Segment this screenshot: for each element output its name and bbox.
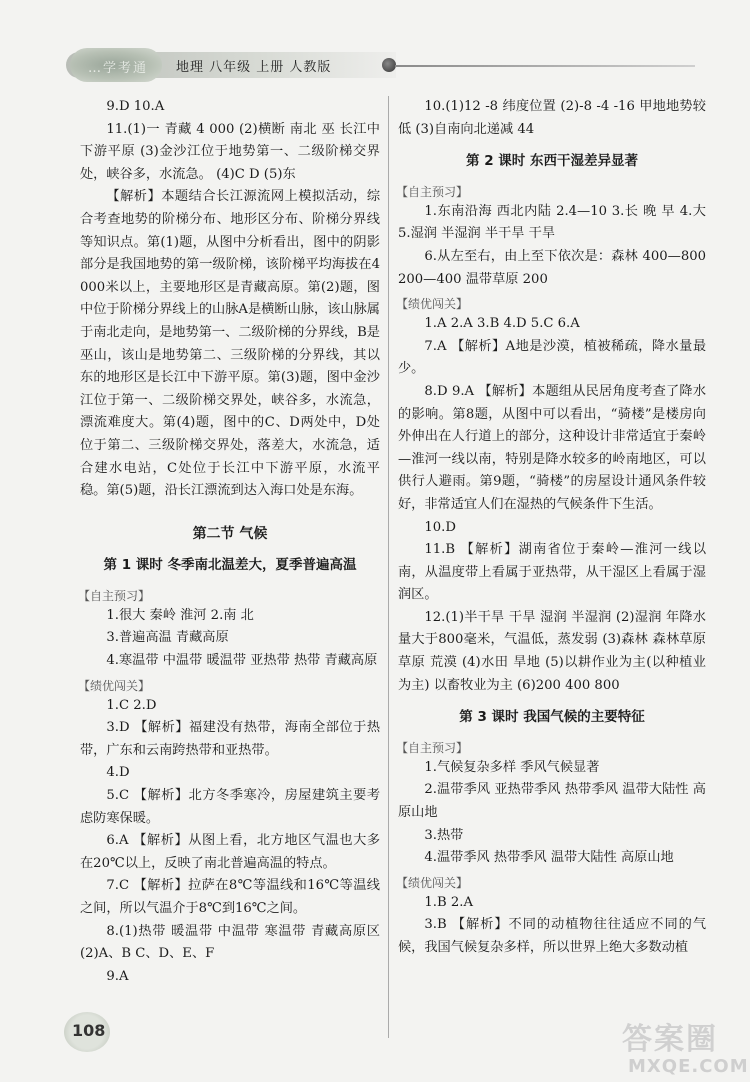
right-column: [398, 96, 706, 960]
answer-key: 3.B: [424, 917, 452, 933]
answer-line: 6.从左至右，由上至下依次是：森林 400—800 200—400 温带草原 200: [398, 248, 706, 287]
analysis-paragraph: [80, 186, 380, 502]
preview-tag: 【自主预习】: [78, 588, 151, 603]
lesson-title: 第 1 课时 冬季南北温差大，夏季普遍高温: [103, 557, 357, 574]
preview-tag: 【自主预习】: [396, 740, 469, 755]
analysis-paragraph: [398, 336, 706, 381]
answer-line: 1.很大 秦岭 淮河 2.南 北: [106, 607, 254, 623]
page-number: 108: [72, 1021, 106, 1040]
analysis-text: 本题结合长江源流网上模拟活动，综合考查地势的阶梯分布、地形区分布、阶梯分界线等知识点。第(1)题，从图中分析看出，图中的阴影部分是我国地势的第一级阶梯，该阶梯平均海拔在4 000米以上，主要地形区是青藏高原。第(2)题，图中位于阶梯分界线上的山脉A是横断山脉，该山脉属于南北走向，是地势第一、二级阶梯的分界线，B是巫山，该山是地势第二、三级阶梯的分界线，其以东的地形区是长江中下游平原。第(3)题，图中金沙江位于第一、二级阶梯交界处，峡谷多，水流急，漂流难度大。第(4)题，图中的C、D两处中，D处位于第二、三级阶梯交界处，落差大，水流急，适合建水电站，C处位于长江中下游平原，水流平稳。第(5)题，沿长江漂流到达入海口处是东海。: [80, 189, 381, 499]
header-dot-icon: [382, 58, 396, 72]
watermark-url: MXQE.COM: [628, 1056, 749, 1077]
analysis-paragraph: [80, 785, 380, 830]
analysis-text: 不同的动植物往往适应不同的气候，我国气候复杂多样，所以世界上绝大多数动植: [398, 917, 707, 955]
answer-line: 1.气候复杂多样 季风气候显著: [424, 759, 600, 775]
excel-tag: 【绩优闯关】: [78, 678, 151, 693]
excel-tag: 【绩优闯关】: [396, 297, 469, 312]
answer-line: 1.东南沿海 西北内陆 2.4—10 3.长 晚 早 4.大 5.湿润 半湿润 半干旱 干旱: [398, 203, 706, 242]
analysis-text: 北方冬季寒冷，房屋建筑主要考虑防寒保暖。: [80, 788, 381, 826]
answer-line: 12.(1)半干旱 干旱 湿润 半湿润 (2)湿润 年降水量大于800毫米，气温低，蒸发弱 (3)森林 森林草原 草原 荒漠 (4)水田 旱地 (5)以耕作业为主(以种植业为主) 以畜牧业为主 (6)200 400 800: [398, 609, 706, 693]
answer-line: 1.A 2.A 3.B 4.D 5.C 6.A: [424, 316, 580, 332]
lesson-title: 第 2 课时 东西干湿差异显著: [466, 153, 638, 170]
analysis-paragraph: [80, 830, 380, 875]
analysis-text: 从图上看，北方地区气温也大多在20℃以上，反映了南北普遍高温的特点。: [80, 833, 381, 871]
answer-line: 1.C 2.D: [106, 697, 157, 713]
analysis-tag: 【解析】: [133, 833, 189, 849]
analysis-tag: 【解析】: [133, 788, 189, 804]
answer-line: 10.(1)12 -8 纬度位置 (2)-8 -4 -16 甲地地势较低 (3)自南向北递减 44: [398, 99, 706, 137]
lesson-title: 第 3 课时 我国气候的主要特征: [459, 709, 645, 726]
subject-line: 地理 八年级 上册 人教版: [176, 60, 332, 75]
preview-tag: 【自主预习】: [396, 184, 469, 199]
analysis-text: 本题组从民居角度考查了降水的影响。第8题，从图中可以看出，“骑楼”是楼房向外伸出在人行道上的部分，这种设计非常适宜于秦岭—淮河一线以南，特别是降水较多的岭南地区，可以供行人避雨。第9题，“骑楼”的房屋设计通风条件较好，非常适宜人们在湿热的气候条件下生活。: [398, 383, 707, 512]
analysis-tag: 【解析】: [451, 338, 506, 354]
analysis-tag: 【解析】: [451, 917, 509, 933]
analysis-paragraph: [398, 914, 706, 959]
analysis-paragraph: [398, 539, 706, 607]
answer-line: 10.D: [424, 519, 456, 535]
answer-key: 7.C: [106, 878, 134, 894]
answer-line: 9.A: [106, 968, 129, 984]
answer-key: 11.B: [424, 542, 461, 558]
answer-key: 8.D 9.A: [424, 383, 479, 399]
answer-key: 3.D: [106, 720, 135, 736]
analysis-text: 湖南省位于秦岭—淮河一线以南，从温度带上看属于亚热带，从干湿区上看属于湿润区。: [398, 542, 707, 603]
analysis-tag: 【解析】: [106, 189, 162, 205]
analysis-text: 拉萨在8℃等温线和16℃等温线之间，所以气温介于8℃到16℃之间。: [80, 878, 380, 916]
column-divider: [388, 96, 389, 1038]
answer-key: 5.C: [106, 788, 134, 804]
answer-key: 6.A: [106, 833, 134, 849]
analysis-paragraph: [80, 717, 380, 762]
answer-line: 8.(1)热带 暖温带 中温带 寒温带 青藏高原区 (2)A、B C、D、E、F: [80, 923, 380, 962]
answer-line: 4.D: [106, 765, 130, 781]
answer-line: 4.温带季风 热带季风 温带大陆性 高原山地: [424, 850, 674, 866]
analysis-text: A地是沙漠，植被稀疏，降水量最少。: [398, 338, 707, 377]
watermark: [600, 1010, 750, 1080]
analysis-paragraph: [80, 875, 380, 920]
analysis-tag: 【解析】: [460, 542, 519, 558]
logo-text: …学考通: [88, 61, 149, 76]
answer-key: 7.A: [424, 338, 452, 354]
answer-line: 3.热带: [424, 827, 464, 843]
answer-line: 9.D 10.A: [106, 99, 165, 114]
analysis-tag: 【解析】: [134, 720, 189, 736]
page-number-badge: [64, 1012, 110, 1052]
answer-line: 4.寒温带 中温带 暖温带 亚热带 热带 青藏高原: [106, 653, 378, 669]
excel-tag: 【绩优闯关】: [396, 875, 469, 890]
left-column: [80, 96, 380, 988]
analysis-tag: 【解析】: [478, 383, 533, 399]
answer-line: 3.普遍高温 青藏高原: [106, 630, 229, 646]
header-rule: [395, 65, 695, 67]
analysis-text: 福建没有热带，海南全部位于热带，广东和云南跨热带和亚热带。: [80, 720, 381, 758]
answer-line: 2.温带季风 亚热带季风 热带季风 温带大陆性 高原山地: [398, 782, 706, 821]
analysis-tag: 【解析】: [133, 878, 189, 894]
watermark-logo-text: 答案圈: [622, 1022, 718, 1057]
series-logo: [70, 48, 162, 82]
section-title: 第二节 气候: [192, 525, 268, 542]
answer-line: 1.B 2.A: [424, 894, 473, 910]
answer-line: 11.(1)一 青藏 4 000 (2)横断 南北 巫 长江中下游平原 (3)金沙江位于地势第一、二级阶梯交界处，峡谷多，水流急。 (4)C D (5)东: [80, 121, 380, 182]
analysis-paragraph: [398, 381, 706, 517]
